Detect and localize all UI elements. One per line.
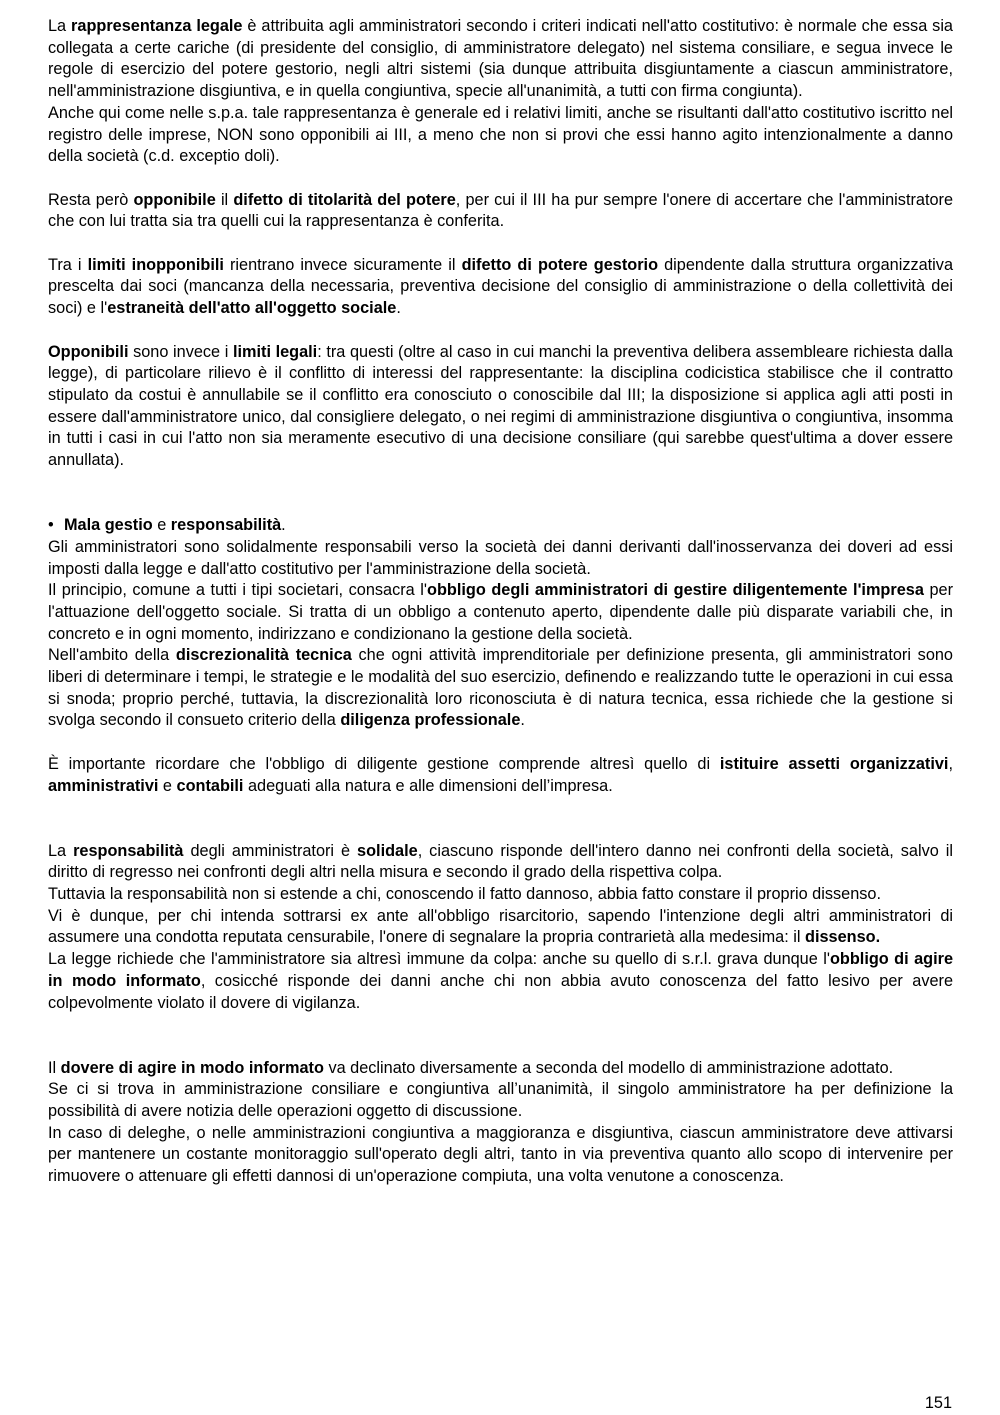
text-run: In caso di deleghe, o nelle amministrazioni congiuntiva a maggioranza e disgiuntiva, ciascun amministratore deve attivarsi per mantenere un costante monitoraggio sull'operato degli altri, tanto in via preventiva quanto allo scopo di intervenire per rimuovere o attenuare gli effetti dannosi di un'operazione compiuta, una volta venutone a conoscenza. xyxy=(48,1123,953,1186)
text-run: Tra i xyxy=(48,255,88,274)
spacer xyxy=(48,732,953,754)
paragraph-deleghe-monitoraggio xyxy=(48,1123,953,1188)
bold-term: istituire assetti organizzativi xyxy=(719,754,949,773)
text-run: . xyxy=(520,711,525,730)
text-run: , ciascuno risponde dell'intero danno nei confronti della società, salvo il diritto di regresso nei confronti degli altri nella misura e secondo il grado della rispettiva colpa. xyxy=(48,841,953,882)
paragraph-onere-dissenso xyxy=(48,906,953,949)
text-run: che ogni attività imprenditoriale per definizione presenta, gli amministratori sono liberi di determinare i tempi, le strategie e le modalità del suo esercizio, definendo e realizzando tutte le operazioni in cui essa si snoda; proprio perché, tuttavia, la discrezionalità loro riconosciuta è di natura tecnica, essa richiede che la gestione si svolga secondo il consueto criterio della xyxy=(48,646,953,730)
text-run: Gli amministratori sono solidalmente responsabili verso la società dei danni derivanti dall'inosservanza dei doveri ad essi imposti dalla legge e dall'atto costitutivo per l'amministrazione della società. xyxy=(48,537,953,578)
paragraph-responsabilita-solidale xyxy=(48,537,953,580)
paragraph-amministrazione-consiliare xyxy=(48,1079,953,1122)
text-run: . xyxy=(281,516,286,535)
paragraph-limiti-inopponibili xyxy=(48,255,953,320)
spacer xyxy=(48,168,953,190)
text-run: La xyxy=(48,841,74,860)
text-run: sono invece i xyxy=(128,342,233,361)
bold-term: dovere di agire in modo informato xyxy=(60,1058,324,1077)
paragraph-discrezionalita-tecnica xyxy=(48,645,953,732)
bold-term: solidale xyxy=(357,841,418,860)
bold-term: rappresentanza legale xyxy=(71,17,243,35)
text-run: Il xyxy=(48,1058,61,1077)
paragraph-rappresentanza-generale xyxy=(48,103,953,168)
bold-term: obbligo di agire in modo informato xyxy=(48,950,953,990)
spacer xyxy=(48,797,953,840)
text-run: Nell'ambito della xyxy=(48,646,176,665)
bold-term: Mala gestio xyxy=(64,516,153,535)
paragraph-rappresentanza-legale xyxy=(48,16,953,103)
bold-term: limiti legali xyxy=(232,342,318,361)
bold-term: limiti inopponibili xyxy=(87,255,224,274)
spacer xyxy=(48,233,953,255)
bold-term: discrezionalità tecnica xyxy=(175,646,352,665)
text-run: : tra questi (oltre al caso in cui manchi la preventiva delibera assembleare richiesta dalla legge), di particolare rilievo è il conflitto di interessi del rappresentante: la disciplina codicistica stabilisce che il contratto stipulato da costui è annullabile se il conflitto era conosciuto o conoscibile dal III; la disposizione si applica agli atti posti in essere dall'amministratore unico, dal consigliere delegato, o nei regimi di amministrazione disgiuntiva o congiuntiva, insomma in tutti i casi in cui l'atto non sia meramente esecutivo di una decisione consiliare (qui sarebbe quest'ultima a dover essere annullata). xyxy=(48,342,953,470)
text-run: È importante ricordare che l'obbligo di diligente gestione comprende altresì quello di xyxy=(48,754,720,773)
paragraph-obbligo-diligenza xyxy=(48,580,953,645)
text-run: Vi è dunque, per chi intenda sottrarsi ex ante all'obbligo risarcitorio, sapendo l'intenzione degli altri amministratori di assumere una condotta reputata censurabile, l'onere di segnalare la propria contrarietà alla medesima: il xyxy=(48,906,953,947)
text-run: , per cui il III ha pur sempre l'onere di accertare che l'amministratore che con lui tratta sia tra quelli cui la rappresentanza è conferita. xyxy=(48,190,953,231)
text-run: e xyxy=(152,516,171,535)
spacer xyxy=(48,320,953,342)
text-run: Resta però xyxy=(48,190,134,209)
text-run: per l'attuazione dell'oggetto sociale. Si tratta di un obbligo a contenuto aperto, dipendente dalle più disparate variabili che, in concreto e in ogni momento, indirizzano e condizionano la gestione della società. xyxy=(48,581,953,643)
bold-term: obbligo degli amministratori di gestire diligentemente l'impresa xyxy=(427,581,924,600)
paragraph-difetto-titolarita xyxy=(48,190,953,233)
text-run: , xyxy=(948,754,953,773)
text-run: e xyxy=(158,776,177,795)
paragraph-responsabilita-amministratori xyxy=(48,841,953,884)
spacer xyxy=(48,472,953,515)
text-run: il xyxy=(215,190,234,209)
text-run: rientrano invece sicuramente il xyxy=(223,255,462,274)
bold-term: responsabilità xyxy=(170,516,282,535)
spacer xyxy=(48,1014,953,1057)
bold-term: opponibile xyxy=(133,190,216,209)
bold-term: difetto di titolarità del potere xyxy=(233,190,456,209)
paragraph-assetti-organizzativi xyxy=(48,754,953,797)
text-run: Tuttavia la responsabilità non si estende a chi, conoscendo il fatto dannoso, abbia fatto constare il proprio dissenso. xyxy=(48,885,881,904)
text-run: adeguati alla natura e alle dimensioni dell’impresa. xyxy=(243,776,613,795)
text-run: Se ci si trova in amministrazione consiliare e congiuntiva all’unanimità, il singolo amministratore ha per definizione la possibilità di avere notizia delle operazioni oggetto di discussione. xyxy=(48,1080,953,1121)
bold-term: estraneità dell'atto all'oggetto sociale xyxy=(107,299,397,318)
text-run: va declinato diversamente a seconda del modello di amministrazione adottato. xyxy=(323,1058,894,1077)
paragraph-dovere-informato xyxy=(48,1058,953,1080)
bold-term: dissenso. xyxy=(805,928,881,947)
section-heading-mala-gestio xyxy=(48,515,953,537)
bold-term: responsabilità xyxy=(73,841,184,860)
text-run: dipendente dalla struttura organizzativa prescelta dai soci (mancanza della necessaria, preventiva decisione del consiglio di amministrazione o della collettività dei soci) e l' xyxy=(48,255,953,318)
text-run: La legge richiede che l'amministratore sia altresì immune da colpa: anche su quello di s.r.l. grava dunque l' xyxy=(48,950,830,969)
bullet-icon: • xyxy=(48,516,54,535)
page-number: 151 xyxy=(924,1394,952,1412)
document-page xyxy=(48,16,953,1188)
paragraph-agire-informato xyxy=(48,949,953,1014)
text-run: degli amministratori è xyxy=(183,841,358,860)
bold-term: Opponibili xyxy=(48,342,129,361)
text-run: La xyxy=(48,17,72,35)
bold-term: diligenza professionale xyxy=(340,711,521,730)
text-run: , cosicché risponde dei danni anche chi non abbia avuto conoscenza del fatto lesivo per avere colpevolmente violato il dovere di vigilanza. xyxy=(48,971,954,1012)
paragraph-dissenso-esenzione xyxy=(48,884,953,906)
text-run: Il principio, comune a tutti i tipi societari, consacra l' xyxy=(48,581,428,600)
text-run: . xyxy=(396,299,401,318)
paragraph-limiti-legali xyxy=(48,342,953,472)
bold-term: amministrativi xyxy=(48,776,159,795)
bold-term: contabili xyxy=(176,776,244,795)
text-run: Anche qui come nelle s.p.a. tale rappresentanza è generale ed i relativi limiti, anche se risultanti dall'atto costitutivo iscritto nel registro delle imprese, NON sono opponibili ai III, a meno che non si provi che essi hanno agito intenzionalmente a danno della società (c.d. exceptio doli). xyxy=(48,103,953,166)
bold-term: difetto di potere gestorio xyxy=(461,255,659,274)
text-run: è attribuita agli amministratori secondo i criteri indicati nell'atto costitutivo: è normale che essa sia collegata a certe cariche (di presidente del consiglio, di amministratore delegato) nel sistema consiliare, e segua invece le regole di esercizio del potere gestorio, negli altri sistemi (sia dunque attribuita disgiuntamente a ciascun amministratore, nell'amministrazione disgiuntiva, e in quella congiuntiva, specie all'unanimità, a tutti con firma congiunta). xyxy=(48,17,953,101)
